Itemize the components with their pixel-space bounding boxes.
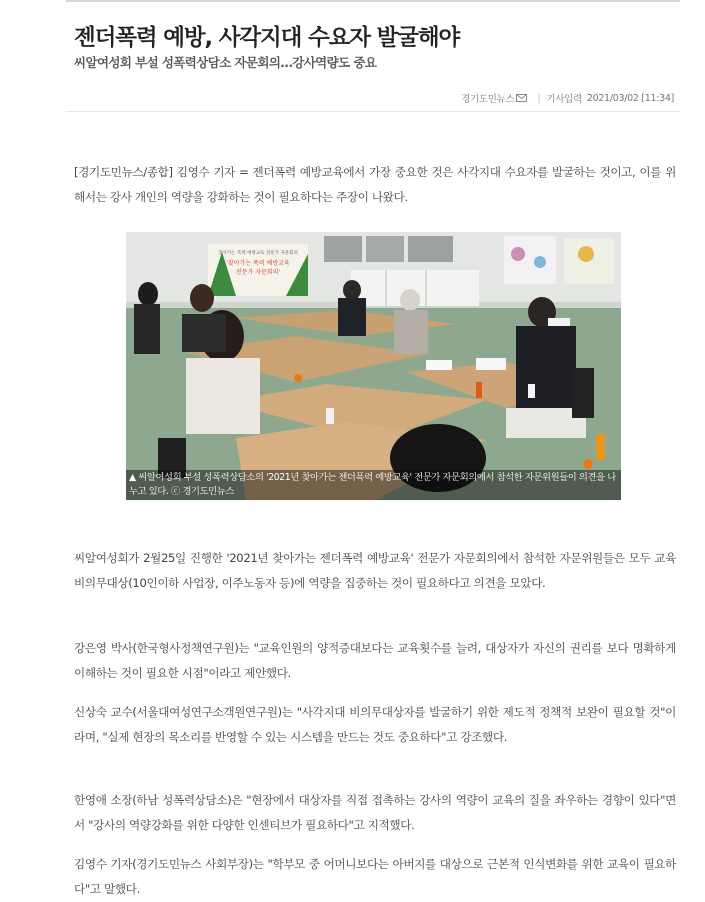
article-subtitle: 씨알여성회 부설 성폭력상담소 자문회의…강사역량도 중요 (74, 55, 377, 70)
source-link[interactable]: 경기도민뉴스 (461, 94, 515, 105)
photo-caption-band (126, 470, 621, 500)
photo-caption: ▲ 씨알여성회 부설 성폭력상담소의 '2021년 찾아가는 젠더폭력 예방교육' 전문가 자문회의에서 참석한 자문위원들이 의견을 나누고 있다. ⓒ 경기도민뉴스 (129, 472, 616, 497)
paragraph-2: 씨알여성회가 2월25일 진행한 '2021년 찾아가는 젠더폭력 예방교육' 전문가 자문회의에서 참석한 자문위원들은 모두 교육 비의무대상(10인이하 사업장, 이주노동자 등)에 역량을 집중하는 것이 필요하다고 의견을 모았다. (74, 551, 676, 590)
published-label: 기사입력 (546, 94, 582, 105)
meta-separator: | (537, 92, 541, 104)
published-date: 2021/03/02 [11:34] (586, 92, 674, 104)
paragraph-5: 한영애 소장(하남 성폭력상담소)은 "현장에서 대상자를 직접 접촉하는 강사의 역량이 교육의 질을 좌우하는 경향이 있다"면서 "강사의 역량강화를 위한 다양한 인센티브가 필요하다"고 지적했다. (74, 793, 676, 832)
meta-divider (66, 111, 680, 112)
paragraph-6: 김영수 기자(경기도민뉴스 사회부장)는 "학부모 중 어머니보다는 아버지를 대상으로 근본적 인식변화를 위한 교육이 필요하다"고 말했다. (74, 857, 676, 896)
meeting-photo-image (126, 232, 621, 500)
article-meta (461, 91, 674, 105)
banner-text-2: '찾아가는 폭력 예방교육 (226, 260, 290, 267)
paragraph-1: [경기도민뉴스/종합] 김영수 기자 = 젠더폭력 예방교육에서 가장 중요한 것은 사각지대 수요자를 발굴하는 것이고, 이를 위해서는 강사 개인의 역량을 강화하는 것이 필요하다는 주장이 나왔다. (74, 165, 676, 204)
top-divider (66, 0, 680, 2)
paragraph-3: 강은영 박사(한국형사정책연구원)는 "교육인원의 양적증대보다는 교육횟수를 늘려, 대상자가 자신의 권리를 보다 명확하게 이해하는 것이 필요한 시점"이라고 제안했다. (74, 641, 676, 680)
article-title: 젠더폭력 예방, 사각지대 수요자 발굴해야 (74, 25, 460, 51)
article-photo (126, 232, 621, 500)
paragraph-4: 신상숙 교수(서울대여성연구소객원연구원)는 "사각지대 비의무대상자를 발굴하기 위한 제도적 정책적 보완이 필요할 것"이라며, "실제 현장의 목소리를 반영할 수 있는 시스템을 만드는 것도 중요하다"고 강조했다. (74, 705, 676, 744)
banner-text-1: 찾아가는 폭력 예방교육 전문가 자문회의 (218, 251, 298, 256)
mail-icon[interactable] (516, 94, 527, 102)
banner-text-3: 전문가 자문회의' (235, 269, 281, 276)
